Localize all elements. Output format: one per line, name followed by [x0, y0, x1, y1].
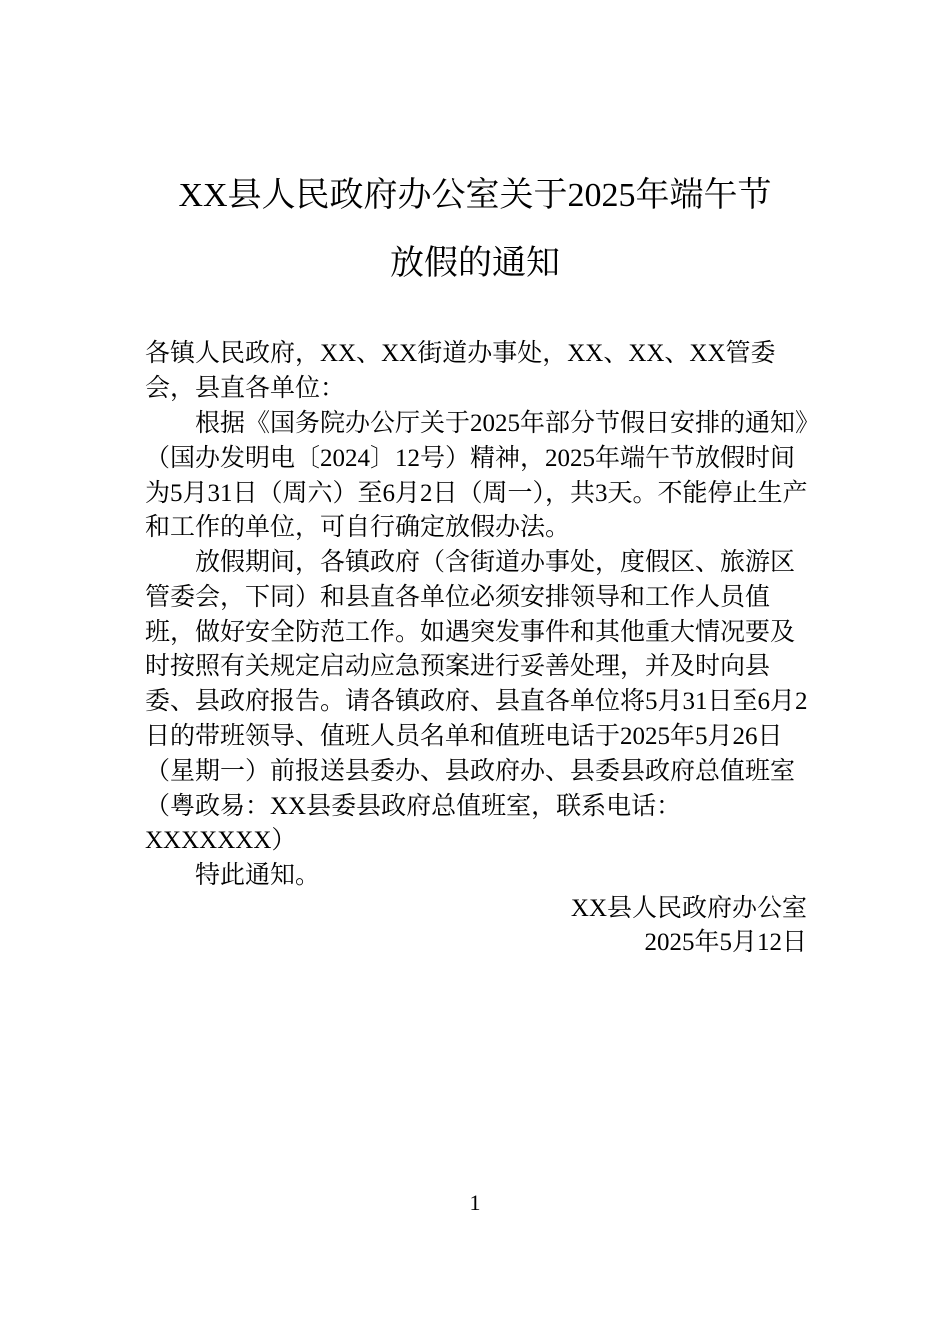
document-title-line-2: 放假的通知	[390, 245, 560, 282]
paragraph-text: 根据《国务院办公厅关于2025年部分节假日安排的通知》（国办发明电〔2024〕12号）精神，2025年端午节放假时间为5月31日（周六）至6月2日（周一），共3天。不能停止生产和工作的单位，可自行确定放假办法。	[145, 410, 808, 542]
document-title-line-1: XX县人民政府办公室关于2025年端午节	[178, 177, 772, 214]
paragraph-text: 放假期间，各镇政府（含街道办事处，度假区、旅游区管委会，下同）和县直各单位必须安排领导和工作人员值班，做好安全防范工作。如遇突发事件和其他重大情况要及时按照有关规定启动应急预案进行妥善处理，并及时向县委、县政府报告。请各镇政府、县直各单位将5月31日至6月2日的带班领导、值班人员名单和值班电话于2025年5月26日（星期一）前报送县委办、县政府办、县委县政府总值班室（粤政易：XX县委县政府总值班室，联系电话：XXXXXXX）	[145, 549, 808, 855]
closing-text: 特此通知。	[195, 862, 321, 889]
addressee	[145, 337, 810, 407]
signature-organization: XX县人民政府办公室	[570, 895, 807, 922]
addressee-text: 各镇人民政府，XX、XX街道办事处，XX、XX、XX管委会，县直各单位：	[145, 340, 776, 402]
body-paragraph-2	[145, 546, 810, 859]
closing-remark	[145, 859, 810, 894]
body-paragraph-1	[145, 407, 810, 546]
signature-date: 2025年5月12日	[644, 929, 807, 956]
page-number: 1	[469, 1190, 481, 1215]
